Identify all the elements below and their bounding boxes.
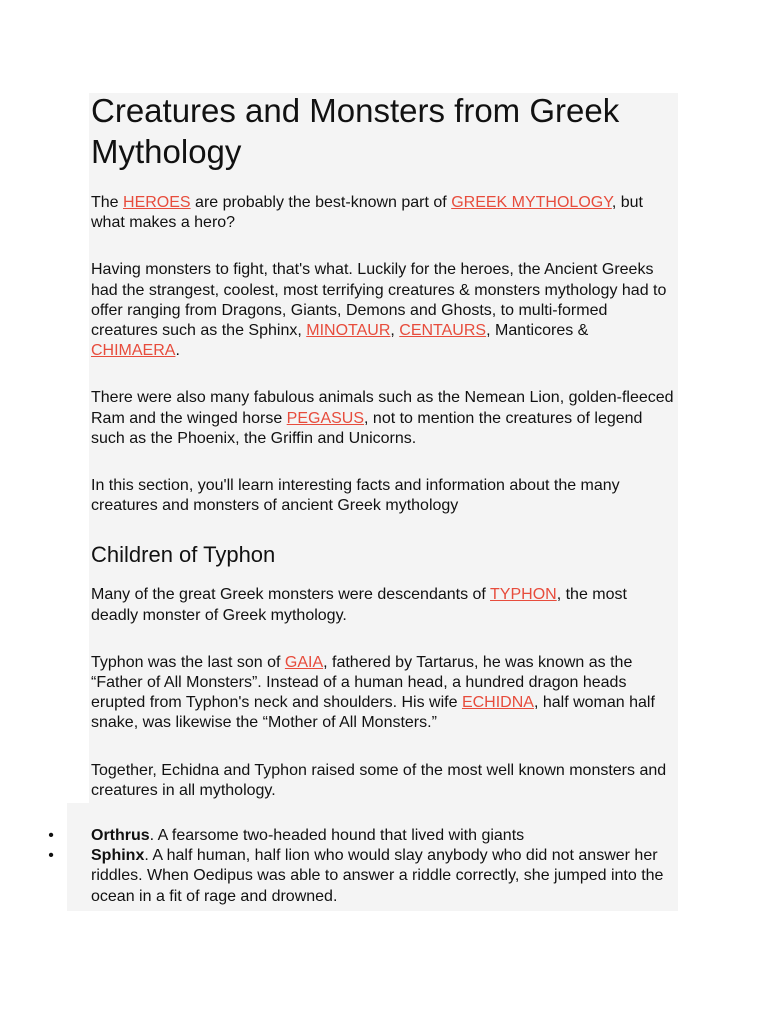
intro1-text-1: The — [91, 194, 124, 211]
intro-paragraph-2 — [91, 260, 675, 361]
centaurs-link[interactable]: CENTAURS — [399, 322, 487, 340]
typhon1-text-2: , the most deadly monster of Greek mythology. — [91, 586, 627, 624]
typhon-paragraph-1 — [91, 585, 675, 625]
heroes-link[interactable]: HEROES — [123, 194, 191, 211]
typhon2-text-2: , fathered by Tartarus, he was known as the “Father of All Monsters”. Instead of a human head, a hundred dragon heads erupted from Typhon's neck and shoulders. His wife — [91, 653, 633, 712]
typhon1-text-1: Many of the great Greek monsters were descendants of — [91, 586, 491, 604]
intro3-text-2: , not to mention the creatures of legend such as the Phoenix, the Griffin and Unicorns. — [91, 409, 643, 447]
list-item — [48, 846, 675, 907]
typhon-link[interactable]: TYPHON — [490, 586, 557, 604]
gaia-link[interactable]: GAIA — [284, 653, 324, 671]
bullet-icon: • — [48, 827, 54, 845]
intro2-text-1: Having monsters to fight, that's what. Luckily for the heroes, the Ancient Greeks had the strangest, coolest, most terrifying creatures & monsters mythology had to offer ranging from Dragons, Giants, Demons and Ghosts, to multi-formed creatures such as the Sphinx, — [91, 261, 667, 340]
list-item-name: Orthrus — [91, 827, 150, 845]
intro2-text-3: , Manticores & — [486, 322, 589, 340]
typhon2-text-1: Typhon was the last son of — [91, 653, 285, 671]
pegasus-link[interactable]: PEGASUS — [286, 409, 365, 427]
intro1-text-3: , but what makes a hero? — [91, 194, 643, 232]
minotaur-link[interactable]: MINOTAUR — [306, 322, 391, 340]
intro2-text-2: , — [390, 322, 400, 340]
intro-paragraph-3 — [91, 388, 675, 449]
list-item-desc: . A fearsome two-headed hound that lived with giants — [149, 827, 525, 845]
intro3-text-1: There were also many fabulous animals such as the Nemean Lion, golden-fleeced Ram and the winged horse — [91, 389, 674, 427]
list-item-desc: . A half human, half lion who would slay anybody who did not answer her riddles. When Oedipus was able to answer a riddle correctly, she jumped into the ocean in a fit of rage and drowned. — [91, 847, 664, 905]
intro-paragraph-4: In this section, you'll learn interesting facts and information about the many creatures and monsters of ancient Greek mythology — [91, 477, 620, 515]
list-item-name: Sphinx — [91, 847, 145, 865]
intro1-text-2: are probably the best-known part of — [190, 194, 452, 211]
chimaera-link[interactable]: CHIMAERA — [91, 342, 176, 360]
page-title: Creatures and Monsters from Greek Mythology — [91, 92, 620, 170]
typhon-paragraph-2 — [91, 653, 675, 734]
bullet-icon: • — [48, 847, 54, 865]
echidna-link[interactable]: ECHIDNA — [461, 694, 534, 712]
list-item — [48, 826, 675, 846]
greek-mythology-link[interactable]: GREEK MYTHOLOGY — [451, 194, 612, 211]
section-heading: Children of Typhon — [91, 542, 276, 568]
intro-paragraph-1 — [91, 193, 675, 233]
intro2-text-4: . — [175, 342, 180, 360]
typhon-paragraph-3: Together, Echidna and Typhon raised some of the most well known monsters and creatures in all mythology. — [91, 761, 667, 799]
monster-list — [48, 826, 675, 907]
typhon2-text-3: , half woman half snake, was likewise the “Mother of All Monsters.” — [91, 694, 655, 732]
article — [48, 90, 675, 907]
